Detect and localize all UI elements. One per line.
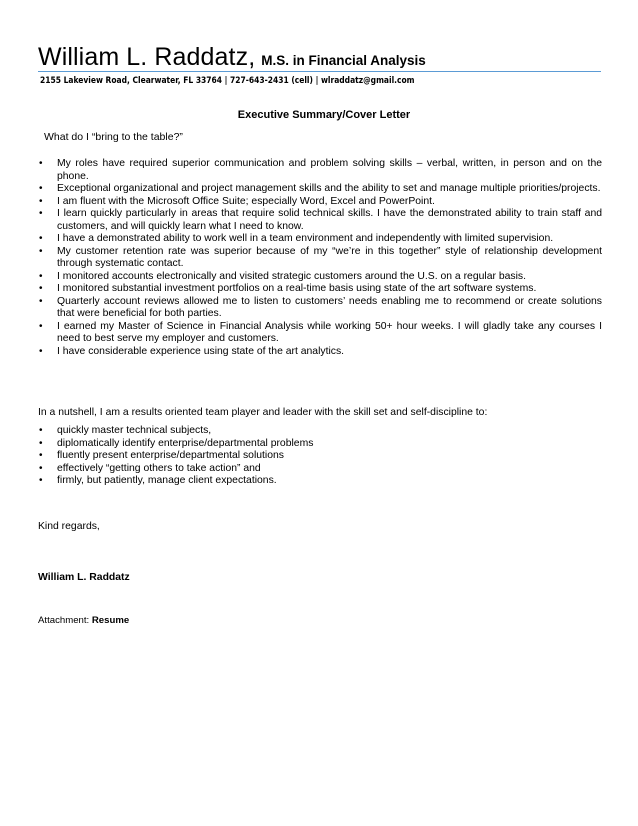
attachment-line <box>38 615 129 626</box>
list-item: • I am fluent with the Microsoft Office Suite; especially Word, Excel and PowerPoint. <box>38 196 602 209</box>
list-item: • I monitored accounts electronically and visited strategic customers around the U.S. on a regular basis. <box>38 271 602 284</box>
skills-list <box>38 425 602 488</box>
contact-line: 2155 Lakeview Road, Clearwater, FL 33764 | 727-643-2431 (cell) | wlraddatz@gmail.com <box>40 75 415 85</box>
header-name-line <box>38 36 426 73</box>
applicant-credential: M.S. in Financial Analysis <box>261 53 426 68</box>
applicant-name: William L. Raddatz, <box>38 43 256 71</box>
list-item: • My roles have required superior communication and problem solving skills – verbal, written, in person and on the phone. <box>38 158 602 183</box>
summary-paragraph: In a nutshell, I am a results oriented team player and leader with the skill set and self-discipline to: <box>38 407 488 418</box>
list-item: • Quarterly account reviews allowed me to listen to customers’ needs enabling me to recommend or create solutions that were beneficial for both parties. <box>38 296 602 321</box>
list-item: • My customer retention rate was superior because of my “we’re in this together” style of relationship development through systematic contact. <box>38 246 602 271</box>
intro-question: What do I “bring to the table?” <box>44 131 183 143</box>
list-item: • firmly, but patiently, manage client expectations. <box>38 475 602 488</box>
list-item: • fluently present enterprise/departmental solutions <box>38 450 602 463</box>
attachment-label: Attachment: <box>38 615 90 626</box>
list-item: • I have a demonstrated ability to work well in a team environment and independently with limited supervision. <box>38 233 602 246</box>
roles-list <box>38 158 602 358</box>
closing: Kind regards, <box>38 521 100 532</box>
signature-name: William L. Raddatz <box>38 572 130 583</box>
list-item: • Exceptional organizational and project management skills and the ability to set and manage multiple priorities/projects. <box>38 183 602 196</box>
letter-title: Executive Summary/Cover Letter <box>237 109 411 121</box>
attachment-value: Resume <box>91 615 130 626</box>
list-item: • I learn quickly particularly in areas that require solid technical skills. I have the demonstrated ability to train staff and customers, and will quickly learn what I need to know. <box>38 208 602 233</box>
header-divider <box>38 71 601 72</box>
list-item: • I earned my Master of Science in Financial Analysis while working 50+ hour weeks. I will gladly take any courses I need to best serve my employer and customers. <box>38 321 602 346</box>
list-item: • quickly master technical subjects, <box>38 425 602 438</box>
list-item: • effectively “getting others to take action” and <box>38 463 602 476</box>
list-item: • diplomatically identify enterprise/departmental problems <box>38 438 602 451</box>
list-item: • I monitored substantial investment portfolios on a real-time basis using state of the art software systems. <box>38 283 602 296</box>
list-item: • I have considerable experience using state of the art analytics. <box>38 346 602 359</box>
